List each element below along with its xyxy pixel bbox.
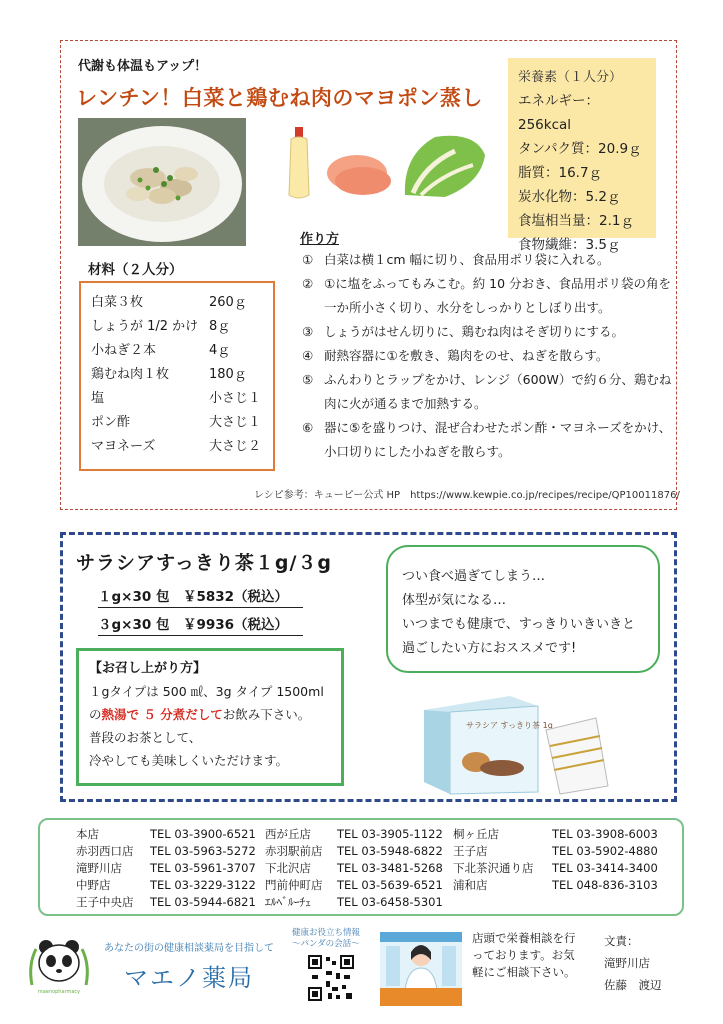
store-tel: TEL 03-3900-6521 bbox=[150, 827, 256, 841]
store-name: 下北沢店 bbox=[265, 861, 311, 875]
bubble-line: つい食べ過ぎてしまう… bbox=[402, 569, 546, 584]
brand-name: マエノ薬局 bbox=[124, 964, 254, 992]
ingredient-illustrations bbox=[285, 125, 495, 205]
store-name: 赤羽駅前店 bbox=[265, 844, 323, 858]
store-column bbox=[337, 826, 443, 911]
ingredient-item: 鶏むね肉１枚 180ｇ bbox=[91, 367, 247, 382]
consultation-note: 店頭で栄養相談を行っております。お気軽にご相談下さい。 bbox=[472, 931, 576, 979]
store-name: 桐ヶ丘店 bbox=[453, 827, 499, 841]
store-column bbox=[265, 826, 323, 911]
chicken-breast-icon bbox=[327, 155, 391, 195]
recipe-tagline: 代謝も体温もアップ！ bbox=[78, 59, 208, 74]
ingredients-label: 材料（２人分） bbox=[88, 262, 183, 278]
method-step: ④ 耐熱容器に①を敷き、鶏肉をのせ、ねぎを散らす。 bbox=[302, 348, 609, 363]
store-name: ｴﾙﾍﾞﾙｰﾁｪ bbox=[265, 895, 311, 909]
store-name: 下北茶沢通り店 bbox=[453, 861, 534, 875]
nutrition-panel bbox=[508, 58, 656, 253]
store-tel: TEL 03-5639-6521 bbox=[337, 878, 443, 892]
store-name: 王子店 bbox=[453, 844, 488, 858]
nutrition-row: 炭水化物：5.2ｇ bbox=[518, 189, 621, 205]
store-name: 浦和店 bbox=[453, 878, 488, 892]
store-column bbox=[150, 826, 256, 911]
method-step: ③ しょうがはせん切りに、鶏むね肉はそぎ切りにする。 bbox=[302, 324, 625, 339]
store-tel: TEL 03-3481-5268 bbox=[337, 861, 443, 875]
how-to-title: 【お召し上がり方】 bbox=[89, 661, 207, 676]
store-tel: TEL 03-5948-6822 bbox=[337, 844, 443, 858]
how-to-highlight: 熱湯で ５ 分煮だして bbox=[101, 707, 223, 722]
store-column bbox=[76, 826, 134, 911]
store-name: 本店 bbox=[76, 827, 99, 841]
store-tel: TEL 03-3414-3400 bbox=[552, 861, 658, 875]
ingredient-item: 小ねぎ２本 4ｇ bbox=[91, 343, 231, 358]
qr-code-icon[interactable] bbox=[308, 955, 354, 1001]
recipe-title: レンチン！白菜と鶏むね肉のマヨポン蒸し bbox=[76, 86, 483, 110]
author-store: 滝野川店 bbox=[604, 956, 650, 970]
method-step: ⑥ 器に⑤を盛りつけ、混ぜ合わせたポン酢・マヨネーズをかけ、小口切りにした小ねぎを散らす。 bbox=[302, 420, 672, 459]
price-1g: １g×30 包 ￥5832（税込） bbox=[98, 585, 303, 608]
panda-logo-icon bbox=[26, 935, 92, 995]
recommendation-bubble bbox=[386, 545, 660, 673]
nutrition-row: エネルギー：256kcal bbox=[518, 93, 599, 133]
how-to-line: 普段のお茶として、 bbox=[89, 730, 202, 745]
nutrition-row: 食物繊維：3.5ｇ bbox=[518, 237, 621, 253]
store-tel: TEL 03-5944-6821 bbox=[150, 895, 256, 909]
bubble-line: 過ごしたい方におススメです! bbox=[402, 641, 577, 656]
store-name: 中野店 bbox=[76, 878, 111, 892]
store-tel: TEL 03-3908-6003 bbox=[552, 827, 658, 841]
bubble-line: いつまでも健康で、すっきりいきいきと bbox=[402, 617, 635, 632]
pharmacist-illustration bbox=[378, 930, 464, 1008]
ingredient-item: 白菜３枚 260ｇ bbox=[91, 295, 247, 310]
store-tel: TEL 03-6458-5301 bbox=[337, 895, 443, 909]
author-name: 佐藤 渡辺 bbox=[604, 978, 662, 992]
store-name: 門前仲町店 bbox=[265, 878, 323, 892]
store-tel: TEL 03-5961-3707 bbox=[150, 861, 256, 875]
ingredients-list bbox=[79, 281, 275, 471]
store-tel: TEL 03-5963-5272 bbox=[150, 844, 256, 858]
how-to-drink bbox=[76, 648, 344, 786]
package-label: サラシア すっきり茶 1g bbox=[466, 721, 553, 730]
store-name: 西が丘店 bbox=[265, 827, 311, 841]
ingredient-item: ポン酢 大さじ１ bbox=[91, 415, 262, 430]
tea-title: サラシアすっきり茶１g/３g bbox=[76, 552, 333, 574]
store-name: 王子中央店 bbox=[76, 895, 134, 909]
store-tel: TEL 03-3229-3122 bbox=[150, 878, 256, 892]
store-tel: TEL 048-836-3103 bbox=[552, 878, 658, 892]
author-label: 文責： bbox=[604, 934, 639, 948]
ingredient-item: しょうが 1/2 かけ 8ｇ bbox=[91, 319, 231, 334]
method-step: ② ①に塩をふってもみこむ。約 10 分おき、食品用ポリ袋の角を一か所小さく切り、水分をしっかりとしぼり出す。 bbox=[302, 276, 672, 315]
napa-cabbage-icon bbox=[405, 136, 485, 197]
panda-logo-text: maenopharmacy bbox=[37, 989, 81, 995]
ingredient-item: 塩 小さじ１ bbox=[91, 391, 262, 406]
bubble-line: 体型が気になる… bbox=[402, 593, 507, 608]
dish-photo bbox=[78, 118, 246, 246]
how-to-line: １gタイプは 500 ㎖、3g タイプ 1500ml bbox=[89, 684, 324, 699]
author-info bbox=[604, 930, 662, 996]
how-to-line: の熱湯で ５ 分煮だしてお飲み下さい。 bbox=[89, 707, 311, 722]
store-column bbox=[552, 826, 658, 894]
method-step: ① 白菜は横１cm 幅に切り、食品用ポリ袋に入れる。 bbox=[302, 252, 610, 267]
tea-product-image bbox=[420, 690, 610, 796]
how-to-line: 冷やしても美味しくいただけます。 bbox=[89, 753, 289, 768]
nutrition-row: 食塩相当量：2.1ｇ bbox=[518, 213, 634, 229]
method-label: 作り方 bbox=[300, 232, 340, 247]
store-column bbox=[453, 826, 534, 894]
method-step: ⑤ ふんわりとラップをかけ、レンジ（600W）で約６分、鶏むね肉に火が通るまで加熱する。 bbox=[302, 372, 672, 411]
nutrition-title: 栄養素（１人分） bbox=[518, 70, 623, 85]
method-steps bbox=[302, 248, 674, 464]
nutrition-row: タンパク質：20.9ｇ bbox=[518, 141, 642, 157]
info-title: 健康お役立ち情報 ～パンダの会話～ bbox=[292, 928, 361, 949]
store-name: 滝野川店 bbox=[76, 861, 122, 875]
store-name: 赤羽西口店 bbox=[76, 844, 134, 858]
slogan: あなたの街の健康相談薬局を目指して bbox=[104, 943, 274, 954]
mayonnaise-icon bbox=[289, 127, 309, 198]
store-tel: TEL 03-5902-4880 bbox=[552, 844, 658, 858]
price-3g: ３g×30 包 ￥9936（税込） bbox=[98, 613, 303, 636]
ingredient-item: マヨネーズ 大さじ２ bbox=[91, 439, 262, 454]
nutrition-row: 脂質：16.7ｇ bbox=[518, 165, 603, 181]
store-tel: TEL 03-3905-1122 bbox=[337, 827, 443, 841]
recipe-source: レシピ参考：キューピー公式 HP https://www.kewpie.co.jp/recipes/recipe/QP10011876/ bbox=[254, 490, 680, 501]
